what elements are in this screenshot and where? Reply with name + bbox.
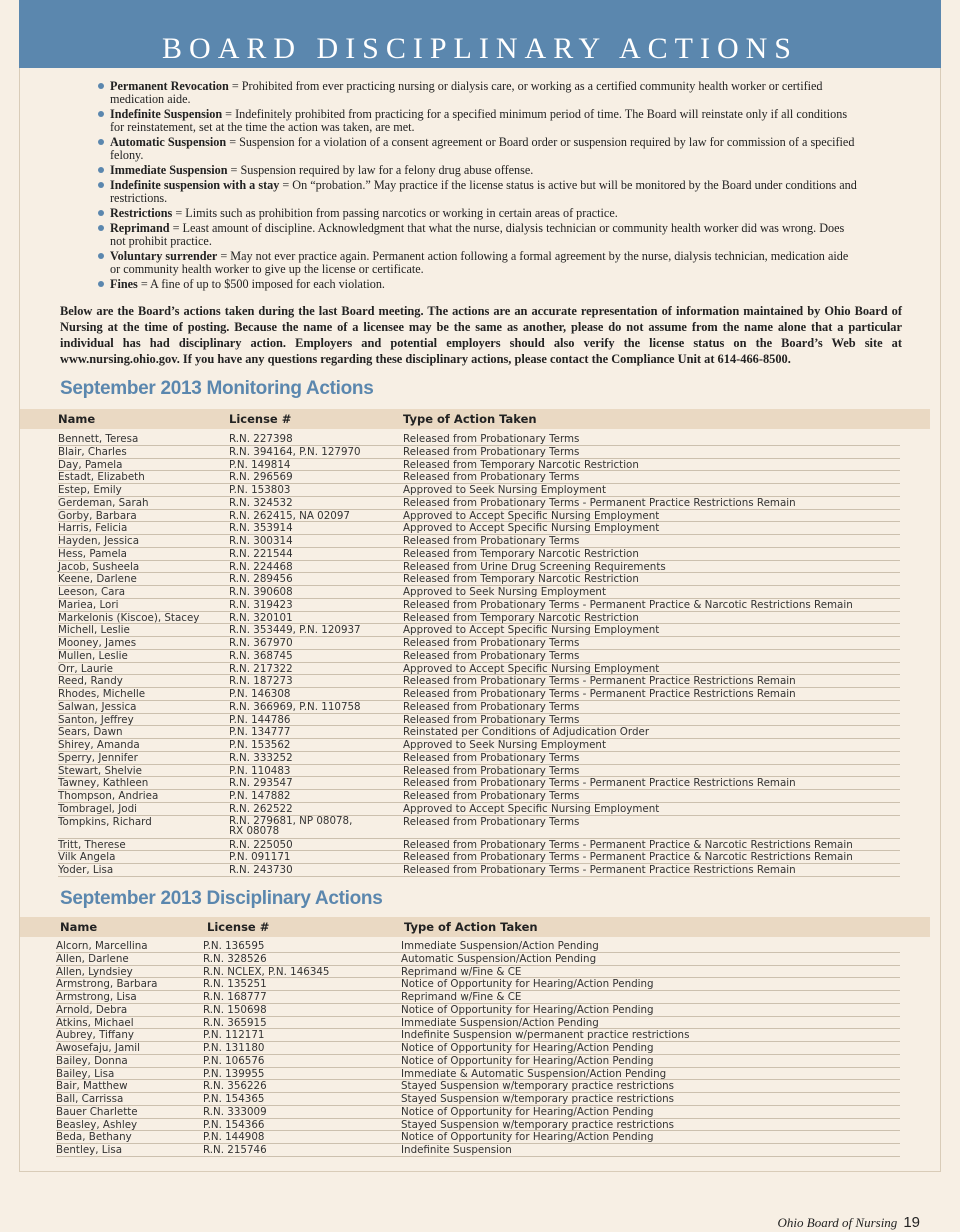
- licensee-name: Jacob, Susheela: [58, 560, 140, 573]
- licensee-name: Hayden, Jessica: [58, 535, 140, 547]
- table-row: [0, 573, 960, 586]
- bullet-icon: [98, 83, 104, 89]
- table-row: [0, 1119, 960, 1132]
- monitoring-table-header: [20, 409, 930, 429]
- license-number: R.N. 353914: [229, 522, 293, 535]
- table-row: [0, 612, 960, 625]
- licensee-name: Rhodes, Michelle: [58, 688, 146, 700]
- action-taken: Released from Probationary Terms - Permanent Practice Restrictions Remain: [403, 675, 796, 688]
- license-number: R.N. 262415, NA 02097: [229, 509, 350, 522]
- licensee-name: Armstrong, Barbara: [56, 978, 158, 991]
- monitoring-section-title: September 2013 Monitoring Actions: [60, 378, 374, 399]
- disciplinary-header-license: License #: [207, 920, 270, 934]
- license-number: R.N. 366969, P.N. 110758: [229, 700, 361, 713]
- definition-text: = May not ever practice again. Permanent action following a formal agreement by the nurse, dialysis technician, medication aide or community health worker to give up the license or certificate.: [110, 249, 849, 276]
- disciplinary-table-body: [0, 940, 960, 1157]
- intro-paragraph: Below are the Board’s actions taken during the last Board meeting. The actions are an accurate representation of information maintained by Ohio Board of Nursing at the time of posting. Because the name of a licensee may be the same as another, please do not assume from the name alone that a particular individual has had disciplinary action. Employers and potential employers should also verify the license status on the Board’s Web site at www.nursing.ohio.gov. If you have any questions regarding these disciplinary actions, please contact the Compliance Unit at 614-466-8500.: [60, 304, 902, 366]
- action-taken: Released from Probationary Terms: [403, 790, 580, 802]
- license-number: P.N. 131180: [203, 1042, 265, 1054]
- table-row: [0, 1004, 960, 1017]
- license-number: R.N. 390608: [229, 586, 293, 598]
- licensee-name: Atkins, Michael: [56, 1016, 134, 1029]
- action-taken: Released from Temporary Narcotic Restriction: [403, 611, 639, 624]
- license-number: P.N. 134777: [229, 726, 291, 739]
- license-number: P.N. 136595: [203, 940, 265, 952]
- licensee-name: Yoder, Lisa: [58, 864, 114, 876]
- license-number: R.N. 135251: [203, 978, 267, 991]
- action-taken: Released from Probationary Terms: [403, 433, 580, 445]
- action-taken: Released from Probationary Terms: [403, 764, 580, 777]
- license-number: R.N. 319423: [229, 598, 293, 611]
- action-taken: Notice of Opportunity for Hearing/Action Pending: [401, 1042, 654, 1054]
- definition-text: = Least amount of discipline. Acknowledgment that what the nurse, dialysis technician or community health worker did was wrong. Does not prohibit practice.: [110, 221, 845, 248]
- definition-item: [98, 222, 858, 248]
- row-divider: [56, 1156, 900, 1157]
- action-taken: Released from Probationary Terms: [403, 815, 580, 828]
- licensee-name: Bailey, Donna: [56, 1054, 128, 1067]
- license-number: R.N. 320101: [229, 611, 293, 624]
- bullet-icon: [98, 111, 104, 117]
- licensee-name: Awosefaju, Jamil: [56, 1042, 141, 1054]
- definition-term: Voluntary surrender: [110, 249, 218, 263]
- action-taken: Released from Probationary Terms: [403, 637, 580, 649]
- license-number: R.N. 225050: [229, 838, 293, 851]
- monitoring-header-name: Name: [58, 412, 96, 426]
- action-taken: Released from Probationary Terms: [403, 535, 580, 547]
- action-taken: Notice of Opportunity for Hearing/Action Pending: [401, 1003, 654, 1016]
- definition-item: [98, 164, 858, 177]
- table-row: [0, 637, 960, 650]
- licensee-name: Leeson, Cara: [58, 586, 126, 598]
- table-row: [0, 765, 960, 778]
- license-number: R.N. 324532: [229, 496, 293, 509]
- bullet-icon: [98, 139, 104, 145]
- table-row: [0, 752, 960, 765]
- licensee-name: Tompkins, Richard: [58, 815, 152, 828]
- license-number: P.N. 153803: [229, 484, 291, 496]
- disciplinary-header-name: Name: [60, 920, 98, 934]
- licensee-name: Aubrey, Tiffany: [56, 1029, 134, 1042]
- license-number: P.N. 144908: [203, 1131, 265, 1144]
- action-taken: Released from Urine Drug Screening Requirements: [403, 560, 666, 573]
- licensee-name: Mariea, Lori: [58, 598, 119, 611]
- license-number: P.N. 091171: [229, 851, 291, 864]
- licensee-name: Sperry, Jennifer: [58, 751, 138, 764]
- licensee-name: Gerdeman, Sarah: [58, 496, 149, 509]
- action-taken: Reprimand w/Fine & CE: [401, 991, 522, 1003]
- table-row: [0, 978, 960, 991]
- licensee-name: Beasley, Ashley: [56, 1118, 138, 1131]
- licensee-name: Vilk Angela: [58, 851, 116, 864]
- bullet-icon: [98, 225, 104, 231]
- license-number: R.N. 243730: [229, 864, 293, 876]
- table-row: [0, 497, 960, 510]
- licensee-name: Ball, Carrissa: [56, 1093, 124, 1105]
- licensee-name: Allen, Darlene: [56, 952, 129, 965]
- licensee-name: Bentley, Lisa: [56, 1144, 123, 1156]
- definition-text: = A fine of up to $500 imposed for each violation.: [137, 277, 385, 291]
- license-number: R.N. 221544: [229, 547, 293, 560]
- definition-item: [98, 207, 858, 220]
- licensee-name: Shirey, Amanda: [58, 739, 140, 751]
- action-taken: Immediate & Automatic Suspension/Action Pending: [401, 1067, 667, 1080]
- action-taken: Released from Probationary Terms - Permanent Practice Restrictions Remain: [403, 864, 796, 876]
- definition-text: = Suspension for a violation of a consent agreement or Board order or suspension required by law for commission of a specified felony.: [110, 135, 855, 162]
- banner: [19, 0, 941, 68]
- licensee-name: Reed, Randy: [58, 675, 123, 688]
- license-number: R.N. 279681, NP 08078, RX 08078: [229, 814, 353, 837]
- definitions-list: [98, 80, 858, 293]
- license-number: R.N. 296569: [229, 471, 293, 484]
- table-row: [0, 1080, 960, 1093]
- table-row: [0, 561, 960, 574]
- action-taken: Indefinite Suspension: [401, 1144, 512, 1156]
- license-number: P.N. 153562: [229, 739, 291, 751]
- licensee-name: Harris, Felicia: [58, 522, 128, 535]
- table-row: [0, 790, 960, 803]
- definition-text: = On “probation.” May practice if the license status is active but will be monitored by the Board under conditions and restrictions.: [110, 178, 857, 205]
- license-number: P.N. 112171: [203, 1029, 265, 1042]
- table-row: [0, 1068, 960, 1081]
- action-taken: Released from Probationary Terms - Permanent Practice Restrictions Remain: [403, 777, 796, 790]
- licensee-name: Gorby, Barbara: [58, 509, 137, 522]
- table-row: [0, 663, 960, 676]
- license-number: R.N. 289456: [229, 573, 293, 586]
- license-number: R.N. 353449, P.N. 120937: [229, 624, 361, 637]
- license-number: R.N. 368745: [229, 649, 293, 662]
- action-taken: Notice of Opportunity for Hearing/Action Pending: [401, 978, 654, 991]
- definition-term: Automatic Suspension: [110, 135, 227, 149]
- table-row: [0, 446, 960, 459]
- table-row: [0, 1029, 960, 1042]
- action-taken: Released from Probationary Terms: [403, 471, 580, 484]
- license-number: R.N. 328526: [203, 952, 267, 965]
- action-taken: Released from Probationary Terms - Permanent Practice Restrictions Remain: [403, 496, 796, 509]
- licensee-name: Santon, Jeffrey: [58, 713, 134, 726]
- table-row: [0, 471, 960, 484]
- license-number: P.N. 154366: [203, 1118, 265, 1131]
- bullet-icon: [98, 253, 104, 259]
- table-row: [0, 650, 960, 663]
- licensee-name: Tritt, Therese: [58, 838, 126, 851]
- license-number: P.N. 110483: [229, 764, 291, 777]
- monitoring-table-body: [0, 433, 960, 877]
- bullet-icon: [98, 182, 104, 188]
- table-row: [0, 624, 960, 637]
- table-row: [0, 714, 960, 727]
- table-row: [0, 535, 960, 548]
- row-divider: [58, 876, 900, 877]
- table-row: [0, 1131, 960, 1144]
- license-number: P.N. 139955: [203, 1067, 265, 1080]
- definition-item: [98, 278, 858, 291]
- table-row: [0, 586, 960, 599]
- table-row: [0, 991, 960, 1004]
- table-row: [0, 953, 960, 966]
- definition-text: = Prohibited from ever practicing nursing or dialysis care, or working as a certified community health worker or certified medication aide.: [110, 79, 823, 106]
- definition-term: Fines: [110, 277, 138, 291]
- licensee-name: Orr, Laurie: [58, 662, 113, 675]
- license-number: R.N. 367970: [229, 637, 293, 649]
- definition-text: = Indefinitely prohibited from practicing for a specified minimum period of time. The Board will reinstate only if all conditions for reinstatement, set at the time the action was taken, are met.: [110, 107, 848, 134]
- action-taken: Approved to Accept Specific Nursing Employment: [403, 509, 660, 522]
- table-row: [0, 599, 960, 612]
- definition-text: = Suspension required by law for a felony drug abuse offense.: [227, 163, 534, 177]
- licensee-name: Beda, Bethany: [56, 1131, 132, 1144]
- disciplinary-section-title: September 2013 Disciplinary Actions: [60, 888, 383, 909]
- table-row: [0, 777, 960, 790]
- action-taken: Reprimand w/Fine & CE: [401, 965, 522, 978]
- licensee-name: Markelonis (Kiscoe), Stacey: [58, 611, 200, 624]
- licensee-name: Bauer Charlette: [56, 1105, 138, 1118]
- definition-item: [98, 250, 858, 276]
- licensee-name: Blair, Charles: [58, 445, 127, 458]
- definition-item: [98, 80, 858, 106]
- action-taken: Stayed Suspension w/temporary practice restrictions: [401, 1118, 675, 1131]
- action-taken: Notice of Opportunity for Hearing/Action Pending: [401, 1105, 654, 1118]
- table-row: [0, 726, 960, 739]
- action-taken: Released from Probationary Terms - Permanent Practice Restrictions Remain: [403, 688, 796, 700]
- action-taken: Released from Probationary Terms - Permanent Practice & Narcotic Restrictions Remain: [403, 598, 853, 611]
- license-number: R.N. 365915: [203, 1016, 267, 1029]
- definition-term: Restrictions: [110, 206, 173, 220]
- license-number: R.N. 333252: [229, 751, 293, 764]
- licensee-name: Bailey, Lisa: [56, 1067, 115, 1080]
- action-taken: Immediate Suspension/Action Pending: [401, 940, 599, 952]
- licensee-name: Tombragel, Jodi: [58, 802, 137, 815]
- table-row: [0, 1017, 960, 1030]
- action-taken: Released from Probationary Terms - Permanent Practice & Narcotic Restrictions Remain: [403, 838, 853, 851]
- license-number: R.N. 168777: [203, 991, 267, 1003]
- table-row: [0, 966, 960, 979]
- action-taken: Immediate Suspension/Action Pending: [401, 1016, 599, 1029]
- action-taken: Released from Temporary Narcotic Restriction: [403, 573, 639, 586]
- table-row: [0, 459, 960, 472]
- licensee-name: Day, Pamela: [58, 458, 123, 471]
- monitoring-header-action: Type of Action Taken: [403, 412, 537, 426]
- action-taken: Approved to Seek Nursing Employment: [403, 739, 606, 751]
- action-taken: Stayed Suspension w/temporary practice restrictions: [401, 1080, 675, 1093]
- action-taken: Released from Probationary Terms: [403, 751, 580, 764]
- definition-term: Immediate Suspension: [110, 163, 228, 177]
- license-number: R.N. NCLEX, P.N. 146345: [203, 965, 330, 978]
- license-number: R.N. 224468: [229, 560, 293, 573]
- table-row: [0, 1042, 960, 1055]
- table-row: [0, 675, 960, 688]
- action-taken: Released from Probationary Terms: [403, 713, 580, 726]
- action-taken: Released from Probationary Terms: [403, 445, 580, 458]
- license-number: P.N. 144786: [229, 713, 291, 726]
- licensee-name: Michell, Leslie: [58, 624, 130, 637]
- action-taken: Approved to Accept Specific Nursing Employment: [403, 662, 660, 675]
- licensee-name: Mooney, James: [58, 637, 137, 649]
- definition-term: Permanent Revocation: [110, 79, 229, 93]
- definition-term: Indefinite Suspension: [110, 107, 223, 121]
- bullet-icon: [98, 167, 104, 173]
- licensee-name: Armstrong, Lisa: [56, 991, 137, 1003]
- action-taken: Approved to Accept Specific Nursing Employment: [403, 522, 660, 535]
- licensee-name: Bennett, Teresa: [58, 433, 139, 445]
- table-row: [0, 548, 960, 561]
- license-number: R.N. 394164, P.N. 127970: [229, 445, 361, 458]
- table-row: [0, 688, 960, 701]
- licensee-name: Hess, Pamela: [58, 547, 127, 560]
- page-footer: [778, 1214, 920, 1231]
- action-taken: Stayed Suspension w/temporary practice restrictions: [401, 1093, 675, 1105]
- disciplinary-header-action: Type of Action Taken: [404, 920, 538, 934]
- action-taken: Indefinite Suspension w/permanent practice restrictions: [401, 1029, 690, 1042]
- definition-item: [98, 136, 858, 162]
- table-row: [0, 839, 960, 852]
- licensee-name: Estep, Emily: [58, 484, 122, 496]
- action-taken: Released from Probationary Terms - Permanent Practice & Narcotic Restrictions Remain: [403, 851, 853, 864]
- license-number: P.N. 106576: [203, 1054, 265, 1067]
- license-number: R.N. 293547: [229, 777, 293, 790]
- table-row: [0, 433, 960, 446]
- licensee-name: Keene, Darlene: [58, 573, 137, 586]
- table-row: [0, 510, 960, 523]
- table-row: [0, 484, 960, 497]
- action-taken: Released from Probationary Terms: [403, 700, 580, 713]
- licensee-name: Allen, Lyndsiey: [56, 965, 133, 978]
- table-row: [0, 1144, 960, 1157]
- license-number: R.N. 356226: [203, 1080, 267, 1093]
- license-number: P.N. 146308: [229, 688, 291, 700]
- table-row: [0, 803, 960, 816]
- licensee-name: Bair, Matthew: [56, 1080, 128, 1093]
- license-number: P.N. 154365: [203, 1093, 265, 1105]
- license-number: R.N. 217322: [229, 662, 293, 675]
- table-row: [0, 940, 960, 953]
- license-number: R.N. 150698: [203, 1003, 267, 1016]
- license-number: R.N. 227398: [229, 433, 293, 445]
- page-number: 19: [903, 1214, 920, 1231]
- definition-item: [98, 179, 858, 205]
- bullet-icon: [98, 281, 104, 287]
- monitoring-header-license: License #: [229, 412, 292, 426]
- table-row: [0, 522, 960, 535]
- table-row: [0, 816, 960, 839]
- action-taken: Released from Temporary Narcotic Restriction: [403, 458, 639, 471]
- banner-title: BOARD DISCIPLINARY ACTIONS: [162, 32, 798, 65]
- bullet-icon: [98, 210, 104, 216]
- license-number: R.N. 300314: [229, 535, 293, 547]
- action-taken: Notice of Opportunity for Hearing/Action Pending: [401, 1054, 654, 1067]
- table-row: [0, 851, 960, 864]
- action-taken: Released from Probationary Terms: [403, 649, 580, 662]
- table-row: [0, 1106, 960, 1119]
- licensee-name: Mullen, Leslie: [58, 649, 128, 662]
- license-number: P.N. 149814: [229, 458, 291, 471]
- licensee-name: Tawney, Kathleen: [58, 777, 149, 790]
- license-number: R.N. 262522: [229, 802, 293, 815]
- disciplinary-table-header: [20, 917, 930, 937]
- licensee-name: Thompson, Andriea: [58, 790, 159, 802]
- table-row: [0, 701, 960, 714]
- action-taken: Approved to Accept Specific Nursing Employment: [403, 802, 660, 815]
- licensee-name: Arnold, Debra: [56, 1003, 128, 1016]
- action-taken: Approved to Seek Nursing Employment: [403, 484, 606, 496]
- license-number: P.N. 147882: [229, 790, 291, 802]
- table-row: [0, 1055, 960, 1068]
- definition-term: Reprimand: [110, 221, 170, 235]
- definition-text: = Limits such as prohibition from passing narcotics or working in certain areas of practice.: [172, 206, 618, 220]
- table-row: [0, 864, 960, 877]
- definition-term: Indefinite suspension with a stay: [110, 178, 280, 192]
- action-taken: Approved to Accept Specific Nursing Employment: [403, 624, 660, 637]
- action-taken: Reinstated per Conditions of Adjudication Order: [403, 726, 650, 739]
- table-row: [0, 739, 960, 752]
- licensee-name: Sears, Dawn: [58, 726, 123, 739]
- license-number: R.N. 187273: [229, 675, 293, 688]
- licensee-name: Alcorn, Marcellina: [56, 940, 148, 952]
- license-number: R.N. 215746: [203, 1144, 267, 1156]
- action-taken: Notice of Opportunity for Hearing/Action Pending: [401, 1131, 654, 1144]
- definition-item: [98, 108, 858, 134]
- licensee-name: Stewart, Shelvie: [58, 764, 143, 777]
- publication-name: Ohio Board of Nursing: [777, 1215, 898, 1230]
- table-row: [0, 1093, 960, 1106]
- licensee-name: Salwan, Jessica: [58, 700, 137, 713]
- action-taken: Released from Temporary Narcotic Restriction: [403, 547, 639, 560]
- license-number: R.N. 333009: [203, 1105, 267, 1118]
- action-taken: Automatic Suspension/Action Pending: [401, 952, 597, 965]
- licensee-name: Estadt, Elizabeth: [58, 471, 145, 484]
- action-taken: Approved to Seek Nursing Employment: [403, 586, 606, 598]
